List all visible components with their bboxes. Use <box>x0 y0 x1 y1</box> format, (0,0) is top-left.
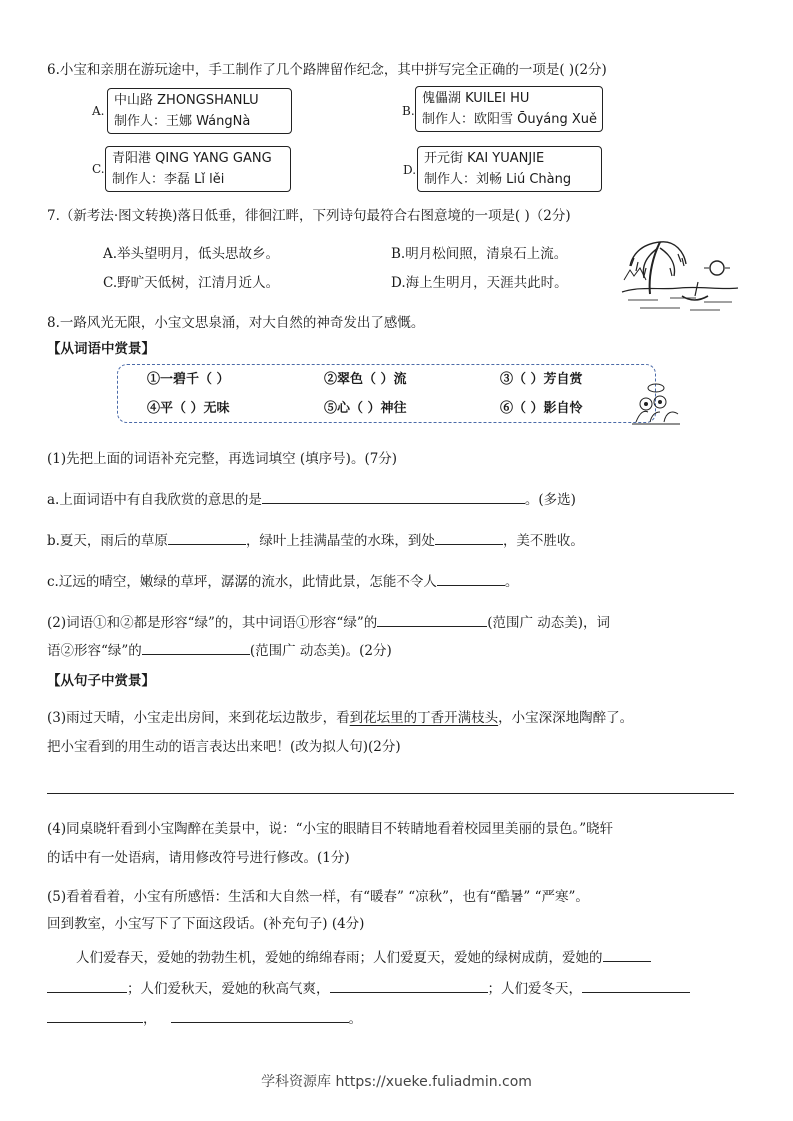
q8-part5-line5 <box>47 1007 362 1027</box>
q6-option-d-sign <box>417 146 602 192</box>
word-4: ④平（ ）无味 <box>147 401 230 416</box>
q8-part5-line3 <box>76 946 651 966</box>
q7-option-a: A.举头望明月，低头思故乡。 <box>103 246 280 262</box>
answer-blank-c[interactable] <box>437 571 505 586</box>
part2-text2: (范围广 动态美)，词 <box>487 615 611 631</box>
answer-blank-5c[interactable] <box>330 978 488 993</box>
answer-blank-b1[interactable] <box>168 530 246 545</box>
answer-blank-2b[interactable] <box>142 640 250 655</box>
page-footer: 学科资源库 https://xueke.fuliadmin.com <box>261 1074 532 1090</box>
sign-d-line2: 制作人：刘畅 Liú Chàng <box>424 172 572 187</box>
q8-part4-line2: 的话中有一处语病，请用修改符号进行修改。(1分) <box>47 850 350 866</box>
line-c-text2: 。 <box>504 574 519 590</box>
sign-c-line2: 制作人：李磊 Lǐ lěi <box>112 172 225 187</box>
q7-option-d: D.海上生明月，天涯共此时。 <box>391 275 568 291</box>
word-5: ⑤心（ ）神往 <box>324 401 407 416</box>
q8-part2-line1 <box>47 611 610 631</box>
q6-option-b-letter: B. <box>402 104 415 118</box>
q6-option-c-letter: C. <box>92 162 105 176</box>
q8-part5-line1: (5)看着看着，小宝有所感悟：生活和大自然一样，有“暖春” “凉秋”，也有“酷暑” “严寒”。 <box>47 889 589 905</box>
answer-blank-5d[interactable] <box>582 978 690 993</box>
q6-option-b-sign <box>415 86 603 132</box>
part5-text4b: ；人们爱冬天， <box>487 981 582 997</box>
part5-text5b: 。 <box>348 1011 362 1027</box>
sign-b-line1: 傀儡湖 KUILEI HU <box>422 91 530 106</box>
line-b-text2: ，绿叶上挂满晶莹的水珠，到处 <box>245 533 435 549</box>
answer-blank-a[interactable] <box>262 489 525 504</box>
part5-text5a: ， <box>143 1011 157 1027</box>
sign-c-line1: 青阳港 QING YANG GANG <box>112 151 272 166</box>
q6-option-a-sign <box>107 88 292 134</box>
answer-blank-5a[interactable] <box>603 947 651 962</box>
q8-part4-line1: (4)同桌晓轩看到小宝陶醉在美景中，说：“小宝的眼睛目不转睛地看着校园里美丽的景色。”晓轩 <box>47 821 614 837</box>
sign-b-line2: 制作人：欧阳雪 Ōuyáng Xuě <box>422 112 598 127</box>
q8-part5-line4 <box>47 977 690 997</box>
line-a-text: a.上面词语中有自我欣赏的意思的是 <box>47 492 262 508</box>
part2-text4: (范围广 动态美)。(2分) <box>249 643 392 659</box>
line-c-text1: c.辽远的晴空，嫩绿的草坪，潺潺的流水，此情此景，怎能不令人 <box>47 574 437 590</box>
word-2: ②翠色（ ）流 <box>324 372 407 387</box>
q6-option-c-sign <box>105 146 291 192</box>
answer-blank-b2[interactable] <box>435 530 503 545</box>
word-3: ③（ ）芳自赏 <box>500 372 583 387</box>
sign-a-line1: 中山路 ZHONGSHANLU <box>114 93 259 108</box>
q8-line-a <box>47 488 576 508</box>
q8-line-b <box>47 529 584 549</box>
part3-underlined: 到花坛里的丁香开满枝头 <box>349 710 499 726</box>
part3-text2: ，小宝深深地陶醉了。 <box>498 710 634 726</box>
q8-line-c <box>47 570 518 590</box>
q8-part2-line2 <box>47 639 392 659</box>
sunset-river-illustration <box>620 234 740 316</box>
q8-stem: 8.一路风光无限，小宝文思泉涌，对大自然的神奇发出了感慨。 <box>47 315 425 331</box>
answer-blank-5e[interactable] <box>47 1008 143 1023</box>
q8-part3-line2: 把小宝看到的用生动的语言表达出来吧！(改为拟人句)(2分) <box>47 739 401 755</box>
sign-a-line2: 制作人：王娜 WángNà <box>114 114 251 129</box>
q8-part5-line2: 回到教室，小宝写下了下面这段话。(补充句子) (4分) <box>47 916 365 932</box>
q7-option-b: B.明月松间照，清泉石上流。 <box>391 246 568 262</box>
q7-option-c: C.野旷天低树，江清月近人。 <box>103 275 280 291</box>
part2-text1: (2)词语①和②都是形容“绿”的，其中词语①形容“绿”的 <box>47 615 378 631</box>
section-words: 【从词语中赏景】 <box>47 341 155 357</box>
section-sentences: 【从句子中赏景】 <box>47 673 155 689</box>
line-b-text3: ，美不胜收。 <box>502 533 584 549</box>
part5-text3: 人们爱春天，爱她的勃勃生机，爱她的绵绵春雨；人们爱夏天，爱她的绿树成荫，爱她的 <box>76 950 603 966</box>
answer-blank-5f[interactable] <box>171 1008 349 1023</box>
word-6: ⑥（ ）影自怜 <box>500 401 583 416</box>
answer-blank-5b[interactable] <box>47 978 127 993</box>
narcissus-flower-illustration <box>630 382 682 426</box>
q6-option-a-letter: A. <box>92 104 105 118</box>
q6-option-d-letter: D. <box>403 163 417 177</box>
part2-text3: 语②形容“绿”的 <box>47 643 142 659</box>
q7-stem: 7.（新考法·图文转换)落日低垂，徘徊江畔，下列诗句最符合右图意境的一项是( )（2分) <box>47 208 571 224</box>
answer-line-3[interactable] <box>47 793 734 794</box>
part3-text1: (3)雨过天晴，小宝走出房间，来到花坛边散步，看 <box>47 710 350 726</box>
line-b-text1: b.夏天，雨后的草原 <box>47 533 168 549</box>
q8-part1: (1)先把上面的词语补充完整，再选词填空 (填序号)。(7分) <box>47 451 398 467</box>
answer-blank-2a[interactable] <box>377 612 487 627</box>
q6-stem: 6.小宝和亲朋在游玩途中，手工制作了几个路牌留作纪念，其中拼写完全正确的一项是( )(2分) <box>47 62 607 78</box>
part5-text4a: ；人们爱秋天，爱她的秋高气爽， <box>127 981 330 997</box>
word-1: ①一碧千（ ） <box>147 372 230 387</box>
q8-part3-line1 <box>47 706 633 726</box>
sign-d-line1: 开元街 KAI YUANJIE <box>424 151 545 166</box>
line-a-end: 。(多选) <box>524 492 576 508</box>
